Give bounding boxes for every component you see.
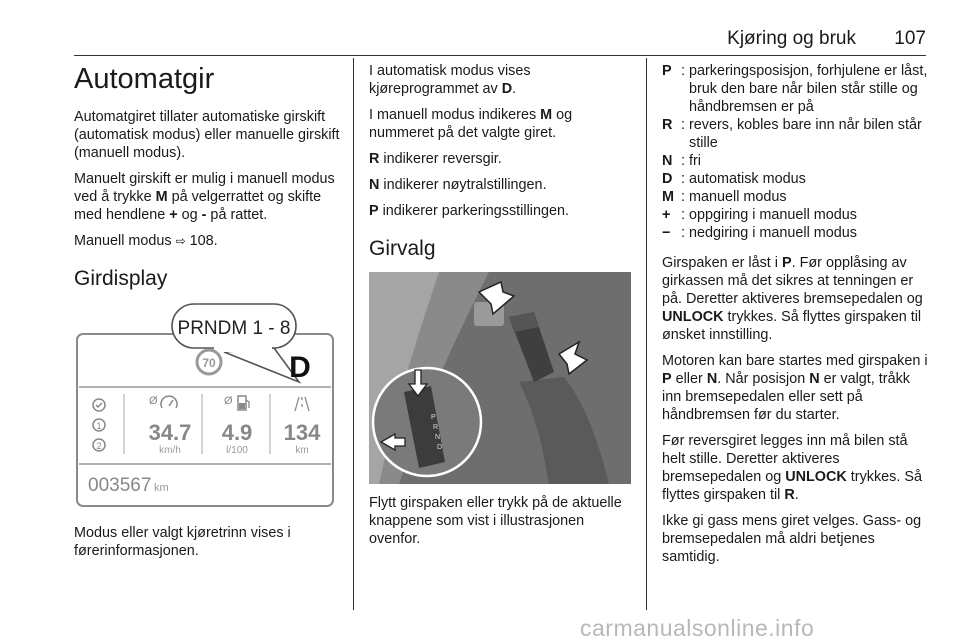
list-item: M : manuell modus (662, 189, 787, 205)
paragraph: N indikerer nøytralstillingen. (369, 177, 547, 193)
paragraph: I manuell modus indikeres M og nummeret på det valgte giret. (369, 107, 573, 141)
svg-text:R: R (433, 424, 439, 431)
svg-text:km: km (295, 445, 309, 456)
svg-text:P: P (431, 414, 436, 421)
header-rule (74, 55, 926, 56)
speed-value: 34.7 (148, 420, 192, 445)
svg-text:1: 1 (96, 421, 102, 431)
fuel-value: 4.9 (221, 420, 253, 445)
section-title: Kjøring og bruk (727, 28, 856, 49)
list-item: N : fri (662, 153, 701, 169)
paragraph: R indikerer reversgir. (369, 151, 502, 167)
gear-display-illustration (74, 302, 339, 514)
heading-automatgir: Automatgir (74, 63, 215, 95)
svg-text:km/h: km/h (159, 445, 181, 456)
page-number: 107 (894, 28, 926, 49)
paragraph: Manuelt girskift er mulig i manuell modus ved å trykke M på velgerrattet og skifte med hendlene + og - på rattet. (74, 171, 335, 223)
paragraph: Ikke gi gass mens giret velges. Gass- og bremsepedalen må aldri betjenes samtidig. (662, 513, 922, 565)
svg-text:2: 2 (96, 441, 102, 451)
callout-text: PRNDM 1 - 8 (177, 318, 291, 339)
column-2 (369, 62, 634, 556)
svg-text:km: km (154, 482, 169, 494)
paragraph: Før reversgiret legges inn må bilen stå helt stille. Deretter aktiveres bremsepedalen og UNLOCK trykkes. Så flyttes girspaken til R. (662, 433, 922, 503)
svg-text:l/100: l/100 (226, 445, 248, 456)
heading-girdisplay: Girdisplay (74, 267, 168, 290)
column-3 (662, 62, 928, 574)
list-item: D : automatisk modus (662, 171, 806, 187)
figure-caption: Modus eller valgt kjøretrinn vises i førerinformasjonen. (74, 525, 291, 559)
paragraph: Automatgiret tillater automatiske girskift (automatisk modus) eller manuelle girskift (manuell modus). (74, 109, 340, 161)
svg-text:N: N (435, 434, 441, 441)
list-item: − : nedgiring i manuell modus (662, 225, 857, 241)
list-item: + : oppgiring i manuell modus (662, 207, 857, 223)
range-value: 134 (283, 420, 321, 445)
svg-text:70: 70 (202, 356, 216, 370)
watermark: carmanualsonline.info (580, 615, 815, 641)
svg-text:Ø: Ø (149, 395, 158, 407)
paragraph: I automatisk modus vises kjøreprogrammet av D. (369, 63, 531, 97)
list-item: P : parkeringsposisjon, forhjulene er låst, bruk den bare når bilen står stille og håndbremsen er på (662, 63, 928, 115)
gear-lever-illustration (369, 272, 631, 484)
svg-text:Ø: Ø (224, 395, 233, 407)
paragraph: Girspaken er låst i P. Før opplåsing av girkassen må det sikres at tenningen er på. Deretter aktiveres bremsepedalen og UNLOCK trykkes. Så flyttes girspaken til ønsket innstilling. (662, 255, 923, 343)
svg-text:D: D (437, 444, 443, 451)
list-item: R : revers, kobles bare inn når bilen står stille (662, 117, 922, 151)
gear-indicator: D (289, 351, 311, 384)
column-divider-2 (646, 58, 647, 610)
paragraph: Motoren kan bare startes med girspaken i P eller N. Når posisjon N er valgt, tråkk inn bremsepedalen eller sett på håndbremsen før du starter. (662, 353, 928, 423)
column-1 (74, 62, 344, 568)
cross-reference[interactable]: Manuell modus ⇨ 108. (74, 233, 218, 249)
paragraph: P indikerer parkeringsstillingen. (369, 203, 569, 219)
callout-join (214, 342, 272, 352)
odometer: 003567 (88, 475, 152, 496)
arrow-ref-icon: ⇨ (175, 234, 186, 248)
figure-caption: Flytt girspaken eller trykk på de aktuelle knappene som vist i illustrasjonen ovenfor. (369, 495, 622, 547)
gear-position-list (662, 62, 928, 242)
minus-icon: − (662, 225, 671, 241)
page-header (74, 28, 926, 52)
plus-icon: + (662, 207, 671, 223)
column-divider-1 (353, 58, 354, 610)
heading-girvalg: Girvalg (369, 237, 436, 260)
